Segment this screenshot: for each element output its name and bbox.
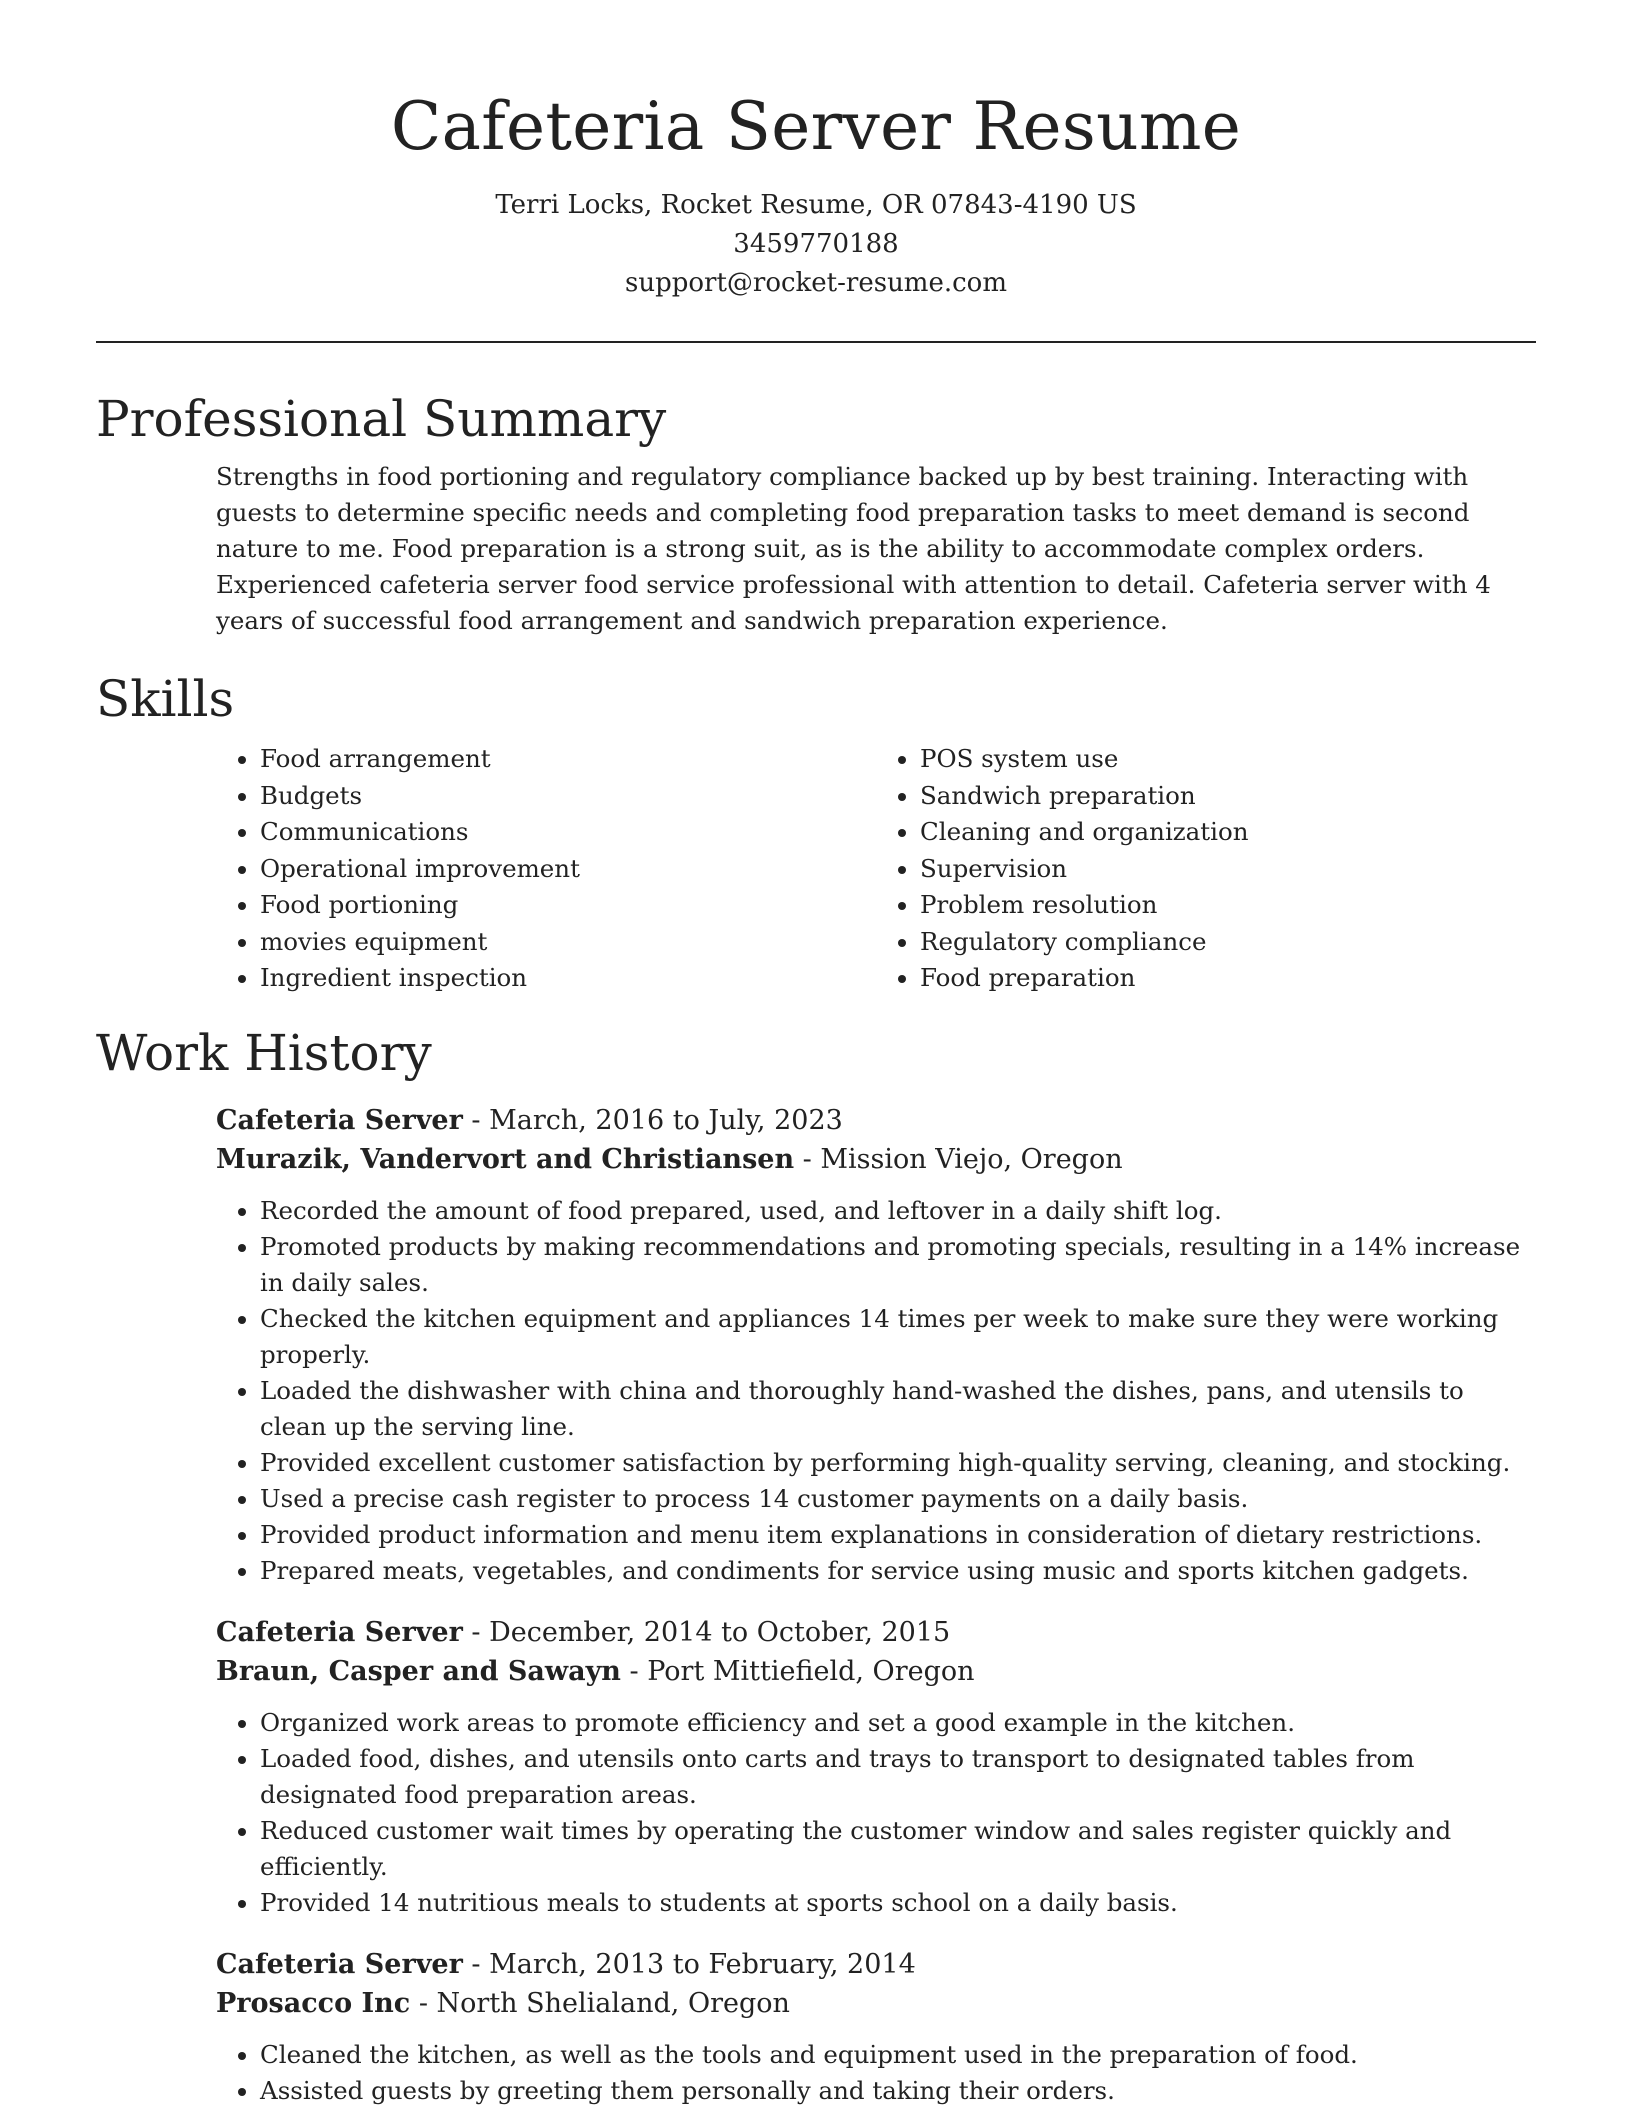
contact-block xyxy=(96,186,1536,303)
job-separator: - xyxy=(794,1143,821,1175)
job-dates: March, 2013 to February, 2014 xyxy=(489,1948,916,1980)
job-bullet: • Cleaned the kitchen, as well as the tools and equipment used in the preparation of food. xyxy=(260,2037,1536,2073)
job-company-line xyxy=(216,1652,1536,1691)
skill-item: • Ingredient inspection xyxy=(260,960,876,997)
job-bullet: • Promoted products by making recommendations and promoting specials, resulting in a 14% increase in daily sales. xyxy=(260,1229,1536,1301)
job-bullet: • Checked the kitchen equipment and appliances 14 times per week to make sure they were working properly. xyxy=(260,1301,1536,1373)
skill-item: • Cleaning and organization xyxy=(920,814,1536,851)
job-bullet: • Loaded the dishwasher with china and thoroughly hand-washed the dishes, pans, and utensils to clean up the serving line. xyxy=(260,1373,1536,1445)
job-title-line xyxy=(216,1613,1536,1652)
job-title: Cafeteria Server xyxy=(216,1948,463,1980)
job-title-line xyxy=(216,1945,1536,1984)
skills-columns xyxy=(216,741,1536,997)
job-separator: - xyxy=(462,1104,490,1136)
job-company: Prosacco Inc xyxy=(216,1987,411,2019)
work-history-section xyxy=(96,1021,1536,2109)
job-separator: - xyxy=(410,1987,437,2019)
summary-heading: Professional Summary xyxy=(96,390,667,448)
job-entry xyxy=(216,1945,1536,2109)
job-bullets xyxy=(216,1705,1536,1921)
skill-item: • Supervision xyxy=(920,851,1536,888)
skill-item: • Food portioning xyxy=(260,887,876,924)
job-title: Cafeteria Server xyxy=(216,1104,463,1136)
job-location: Port Mittiefield, Oregon xyxy=(647,1655,975,1687)
job-company-line xyxy=(216,1140,1536,1179)
job-bullet: • Assisted guests by greeting them personally and taking their orders. xyxy=(260,2073,1536,2109)
job-company: Braun, Casper and Sawayn xyxy=(216,1655,621,1687)
skills-section xyxy=(96,667,1536,997)
skill-item: • Budgets xyxy=(260,778,876,815)
skill-item: • Sandwich preparation xyxy=(920,778,1536,815)
job-bullet: • Loaded food, dishes, and utensils onto carts and trays to transport to designated tables from designated food preparation areas. xyxy=(260,1741,1536,1813)
job-location: Mission Viejo, Oregon xyxy=(820,1143,1123,1175)
resume-header xyxy=(96,0,1536,303)
contact-address: Terri Locks, Rocket Resume, OR 07843-4190 US xyxy=(495,190,1137,220)
job-company: Murazik, Vandervort and Christiansen xyxy=(216,1143,795,1175)
job-entry xyxy=(216,1101,1536,1589)
job-separator: - xyxy=(462,1616,490,1648)
skills-heading: Skills xyxy=(96,670,235,728)
work-history-heading: Work History xyxy=(96,1023,432,1082)
contact-email: support@rocket-resume.com xyxy=(624,268,1007,298)
job-title-line xyxy=(216,1101,1536,1140)
contact-phone: 3459770188 xyxy=(733,229,899,259)
skill-item: • Problem resolution xyxy=(920,887,1536,924)
skill-item: • Food arrangement xyxy=(260,741,876,778)
job-bullet: • Provided excellent customer satisfaction by performing high-quality serving, cleaning, and stocking. xyxy=(260,1445,1536,1481)
job-dates: December, 2014 to October, 2015 xyxy=(489,1616,951,1648)
skills-list-left xyxy=(216,741,876,997)
skill-item: • movies equipment xyxy=(260,924,876,961)
summary-text: Strengths in food portioning and regulatory compliance backed up by best training. Interacting with guests to determine specific needs and completing food preparation tasks to meet demand is second nature to me. Food preparation is a strong suit, as is the ability to accommodate complex orders. Experienced cafeteria server food service professional with attention to detail. Cafeteria server with 4 years of successful food arrangement and sandwich preparation experience. xyxy=(216,462,1491,635)
job-bullet: • Provided 14 nutritious meals to students at sports school on a daily basis. xyxy=(260,1885,1536,1921)
job-bullet: • Organized work areas to promote efficiency and set a good example in the kitchen. xyxy=(260,1705,1536,1741)
job-title: Cafeteria Server xyxy=(216,1616,463,1648)
job-dates: March, 2016 to July, 2023 xyxy=(489,1104,843,1136)
skill-item: • Operational improvement xyxy=(260,851,876,888)
job-location: North Shelialand, Oregon xyxy=(436,1987,790,2019)
skill-item: • POS system use xyxy=(920,741,1536,778)
skills-list-right xyxy=(876,741,1536,997)
job-separator: - xyxy=(462,1948,490,1980)
job-bullet: • Provided product information and menu item explanations in consideration of dietary restrictions. xyxy=(260,1517,1536,1553)
job-bullet: • Prepared meats, vegetables, and condiments for service using music and sports kitchen gadgets. xyxy=(260,1553,1536,1589)
job-bullet: • Recorded the amount of food prepared, used, and leftover in a daily shift log. xyxy=(260,1193,1536,1229)
resume-title: Cafeteria Server Resume xyxy=(390,88,1242,165)
job-bullet: • Used a precise cash register to process 14 customer payments on a daily basis. xyxy=(260,1481,1536,1517)
header-divider xyxy=(96,341,1536,343)
job-bullets xyxy=(216,1193,1536,1589)
job-separator: - xyxy=(620,1655,648,1687)
job-bullet: • Reduced customer wait times by operating the customer window and sales register quickly and efficiently. xyxy=(260,1813,1536,1885)
skill-item: • Communications xyxy=(260,814,876,851)
resume-page xyxy=(96,0,1536,2109)
skill-item: • Regulatory compliance xyxy=(920,924,1536,961)
skill-item: • Food preparation xyxy=(920,960,1536,997)
job-entry xyxy=(216,1613,1536,1921)
summary-section xyxy=(96,387,1536,639)
job-bullets xyxy=(216,2037,1536,2109)
job-company-line xyxy=(216,1984,1536,2023)
